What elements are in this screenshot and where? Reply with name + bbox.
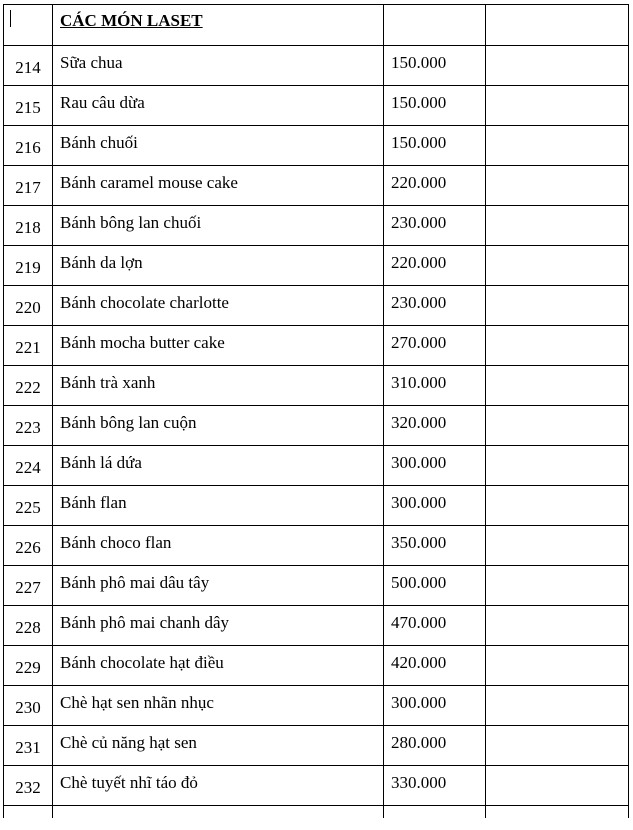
item-name-cell[interactable]: Chè củ năng hạt sen xyxy=(53,726,384,766)
item-name-cell[interactable]: Bánh bông lan cuộn xyxy=(53,406,384,446)
item-name-cell[interactable]: Chè hạt sen nhãn nhục xyxy=(53,686,384,726)
item-note-cell[interactable] xyxy=(486,366,629,406)
item-number-cell[interactable]: 216 xyxy=(4,126,53,166)
item-price-cell[interactable]: 320.000 xyxy=(384,406,486,446)
item-price-cell[interactable]: 330.000 xyxy=(384,766,486,806)
item-note-cell[interactable] xyxy=(486,206,629,246)
table-row xyxy=(4,766,629,806)
item-note-cell[interactable] xyxy=(486,126,629,166)
item-name-cell[interactable]: Sữa chua xyxy=(53,46,384,86)
partial-cell[interactable] xyxy=(384,806,486,818)
item-price-cell[interactable]: 350.000 xyxy=(384,526,486,566)
item-note-cell[interactable] xyxy=(486,246,629,286)
table-row xyxy=(4,206,629,246)
item-name-cell[interactable]: Bánh lá dứa xyxy=(53,446,384,486)
item-number-cell[interactable]: 219 xyxy=(4,246,53,286)
item-name-cell[interactable]: Bánh phô mai dâu tây xyxy=(53,566,384,606)
item-note-cell[interactable] xyxy=(486,166,629,206)
item-note-cell[interactable] xyxy=(486,646,629,686)
table-row xyxy=(4,246,629,286)
partial-cell[interactable] xyxy=(486,806,629,818)
table-row xyxy=(4,166,629,206)
table-row xyxy=(4,366,629,406)
item-number-cell[interactable]: 218 xyxy=(4,206,53,246)
table-row xyxy=(4,406,629,446)
table-row xyxy=(4,286,629,326)
table-row xyxy=(4,726,629,766)
partial-cell[interactable] xyxy=(4,806,53,818)
header-note-cell[interactable] xyxy=(486,5,629,46)
item-name-cell[interactable]: Bánh flan xyxy=(53,486,384,526)
item-note-cell[interactable] xyxy=(486,326,629,366)
menu-price-table xyxy=(3,4,629,818)
table-row xyxy=(4,326,629,366)
item-name-cell[interactable]: Bánh choco flan xyxy=(53,526,384,566)
item-name-cell[interactable]: Bánh trà xanh xyxy=(53,366,384,406)
item-price-cell[interactable]: 150.000 xyxy=(384,46,486,86)
item-note-cell[interactable] xyxy=(486,726,629,766)
item-number-cell[interactable]: 232 xyxy=(4,766,53,806)
item-number-cell[interactable]: 220 xyxy=(4,286,53,326)
item-name-cell[interactable]: Bánh bông lan chuối xyxy=(53,206,384,246)
item-note-cell[interactable] xyxy=(486,46,629,86)
partial-cell[interactable] xyxy=(53,806,384,818)
item-number-cell[interactable]: 231 xyxy=(4,726,53,766)
item-price-cell[interactable]: 500.000 xyxy=(384,566,486,606)
item-name-cell[interactable]: Bánh mocha butter cake xyxy=(53,326,384,366)
item-number-cell[interactable]: 228 xyxy=(4,606,53,646)
item-price-cell[interactable]: 230.000 xyxy=(384,286,486,326)
table-row xyxy=(4,446,629,486)
item-note-cell[interactable] xyxy=(486,86,629,126)
item-note-cell[interactable] xyxy=(486,286,629,326)
table-row-partial xyxy=(4,806,629,818)
item-price-cell[interactable]: 220.000 xyxy=(384,166,486,206)
item-number-cell[interactable]: 230 xyxy=(4,686,53,726)
table-row xyxy=(4,606,629,646)
item-note-cell[interactable] xyxy=(486,686,629,726)
item-note-cell[interactable] xyxy=(486,606,629,646)
item-note-cell[interactable] xyxy=(486,406,629,446)
table-header-row xyxy=(4,5,629,46)
item-name-cell[interactable]: Bánh da lợn xyxy=(53,246,384,286)
text-cursor xyxy=(10,10,11,27)
item-price-cell[interactable]: 270.000 xyxy=(384,326,486,366)
item-note-cell[interactable] xyxy=(486,566,629,606)
item-price-cell[interactable]: 220.000 xyxy=(384,246,486,286)
header-price-cell[interactable] xyxy=(384,5,486,46)
item-number-cell[interactable]: 229 xyxy=(4,646,53,686)
item-number-cell[interactable]: 221 xyxy=(4,326,53,366)
item-number-cell[interactable]: 226 xyxy=(4,526,53,566)
table-row xyxy=(4,86,629,126)
header-num-cell[interactable] xyxy=(4,5,53,46)
item-name-cell[interactable]: Bánh caramel mouse cake xyxy=(53,166,384,206)
item-price-cell[interactable]: 310.000 xyxy=(384,366,486,406)
item-note-cell[interactable] xyxy=(486,526,629,566)
menu-table-body xyxy=(4,5,629,818)
table-row xyxy=(4,126,629,166)
item-price-cell[interactable]: 300.000 xyxy=(384,486,486,526)
item-name-cell[interactable]: Bánh phô mai chanh dây xyxy=(53,606,384,646)
item-number-cell[interactable]: 224 xyxy=(4,446,53,486)
table-row xyxy=(4,46,629,86)
document-page xyxy=(3,4,628,818)
item-price-cell[interactable]: 150.000 xyxy=(384,86,486,126)
item-number-cell[interactable]: 222 xyxy=(4,366,53,406)
table-row xyxy=(4,686,629,726)
item-note-cell[interactable] xyxy=(486,446,629,486)
item-number-cell[interactable]: 225 xyxy=(4,486,53,526)
table-row xyxy=(4,646,629,686)
section-title[interactable]: CÁC MÓN LASET xyxy=(53,5,384,46)
item-name-cell[interactable]: Rau câu dừa xyxy=(53,86,384,126)
item-price-cell[interactable]: 470.000 xyxy=(384,606,486,646)
item-note-cell[interactable] xyxy=(486,766,629,806)
item-number-cell[interactable]: 217 xyxy=(4,166,53,206)
item-price-cell[interactable]: 300.000 xyxy=(384,446,486,486)
item-price-cell[interactable]: 150.000 xyxy=(384,126,486,166)
item-name-cell[interactable]: Bánh chocolate hạt điều xyxy=(53,646,384,686)
item-note-cell[interactable] xyxy=(486,486,629,526)
item-price-cell[interactable]: 300.000 xyxy=(384,686,486,726)
item-price-cell[interactable]: 420.000 xyxy=(384,646,486,686)
item-number-cell[interactable]: 223 xyxy=(4,406,53,446)
item-price-cell[interactable]: 230.000 xyxy=(384,206,486,246)
table-row xyxy=(4,526,629,566)
item-price-cell[interactable]: 280.000 xyxy=(384,726,486,766)
item-number-cell[interactable]: 227 xyxy=(4,566,53,606)
item-number-cell[interactable]: 214 xyxy=(4,46,53,86)
item-name-cell[interactable]: Chè tuyết nhĩ táo đỏ xyxy=(53,766,384,806)
item-name-cell[interactable]: Bánh chocolate charlotte xyxy=(53,286,384,326)
table-row xyxy=(4,566,629,606)
item-number-cell[interactable]: 215 xyxy=(4,86,53,126)
item-name-cell[interactable]: Bánh chuối xyxy=(53,126,384,166)
table-row xyxy=(4,486,629,526)
